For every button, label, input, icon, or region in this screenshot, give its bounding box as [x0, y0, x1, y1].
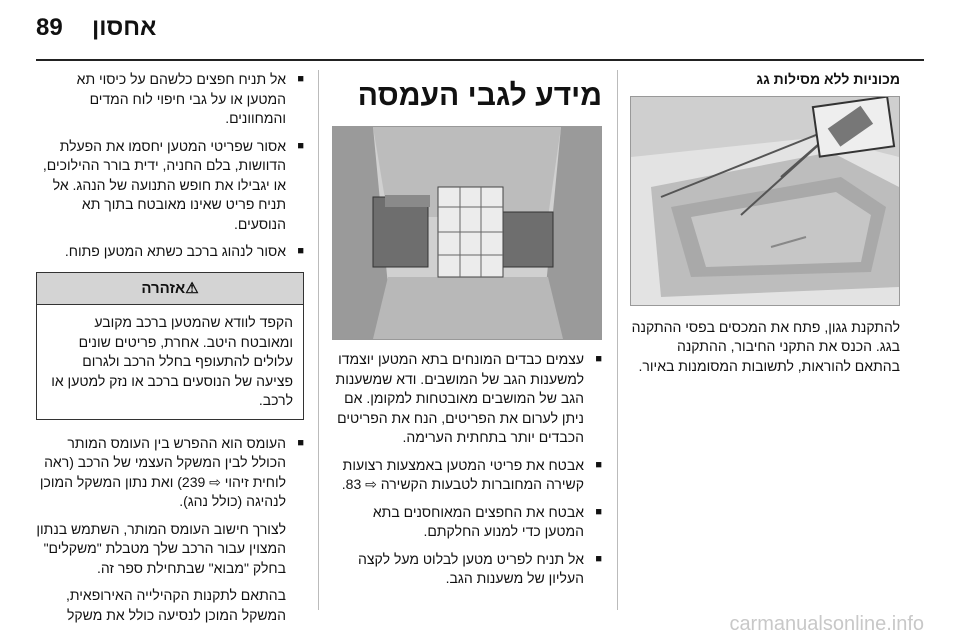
- right-column: [628, 70, 900, 384]
- header-rule: [36, 59, 924, 61]
- left-column: [36, 70, 304, 633]
- section-title: אחסון: [92, 14, 157, 41]
- watermark: carmanualsonline.info: [729, 613, 924, 635]
- page-header: [0, 0, 960, 62]
- warning-box: [36, 272, 304, 420]
- loading-info-title: מידע לגבי העמסה: [357, 79, 602, 112]
- column-divider-left: [318, 70, 319, 610]
- list-item: בהתאם לתקנות הקהילייה האירופאית, המשקל המוכן לנסיעה כולל את משקל: [65, 587, 286, 623]
- middle-column: [330, 70, 602, 597]
- list-item: ■ אסור לנהוג ברכב כשתא המטען פתוח.: [36, 242, 304, 262]
- restrictions-list: [36, 70, 304, 262]
- roof-photo: [630, 96, 900, 306]
- list-item: ■ אבטח את החפצים המאוחסנים בתא המטען כדי למנוע החלקתם.: [330, 503, 602, 542]
- loading-bullet-list: [330, 350, 602, 589]
- trunk-illustration: [333, 127, 601, 339]
- load-list: [36, 434, 304, 626]
- trunk-photo: [332, 126, 602, 340]
- list-item: ■ העומס הוא ההפרש בין העומס המותר הכולל לבין המשקל העצמי של הרכב (ראה לוחית זיהוי ⇨ 239) ואת נתון המשקל המוכן לנהיגה (כולל נהג).: [36, 434, 304, 512]
- warning-icon: ⚠: [185, 279, 199, 297]
- list-item: ■ אל תניח חפצים כלשהם על כיסוי תא המטען או על גבי חיפוי לוח המדים והמחוונים.: [36, 70, 304, 129]
- roof-paragraph: להתקנת גגון, פתח את המכסים בפסי ההתקנה בגג. הכנס את התקני החיבור, ההתקנה בהתאם להוראות, לתשובות המסומנות באיור.: [631, 318, 900, 374]
- warning-title: אזהרה: [141, 279, 186, 297]
- column-divider-right: [617, 70, 618, 610]
- list-item: ■ אבטח את פריטי המטען באמצעות רצועות קשירה המחוברות לטבעות הקשירה ⇨ 83.: [330, 456, 602, 495]
- list-item: לצורך חישוב העומס המותר, השתמש בנתון המצוין עבור הרכב שלך מטבלת "משקלים" בחלק "מבוא" שבתחילת ספר זה.: [36, 520, 286, 576]
- page-number: 89: [36, 14, 63, 41]
- warning-text: הקפד לוודא שהמטען ברכב מקובע ומאובטח היטב. אחרת, פריטים שונים עלולים להתעופף בחלל הרכב ולגרום פציעה של הנוסעים ברכב או נזק למטען או לרכב.: [51, 314, 293, 408]
- warning-header: [37, 273, 303, 306]
- roof-illustration: [631, 97, 899, 305]
- roof-rack-subtitle: מכוניות ללא מסילות גג: [756, 71, 900, 87]
- list-item: ■ אסור שפריטי המטען יחסמו את הפעלת הדוושות, בלם החניה, ידית בורר ההילוכים, או יגבילו את חופש התנועה של הנהג. אל תניח פריט שאינו מאובטח בתוך תא הנוסעים.: [36, 137, 304, 235]
- list-item: ■ עצמים כבדים המונחים בתא המטען יוצמדו למשענות הגב של המושבים. ודא שמשענות הגב של המושבים מאובטחות למקומן. אם ניתן לערום את הפריטים, הנח את הפריטים הכבדים יותר בתחתית הערימה.: [330, 350, 602, 448]
- list-item: ■ אל תניח לפריט מטען לבלוט מעל לקצה העליון של משענות הגב.: [330, 550, 602, 589]
